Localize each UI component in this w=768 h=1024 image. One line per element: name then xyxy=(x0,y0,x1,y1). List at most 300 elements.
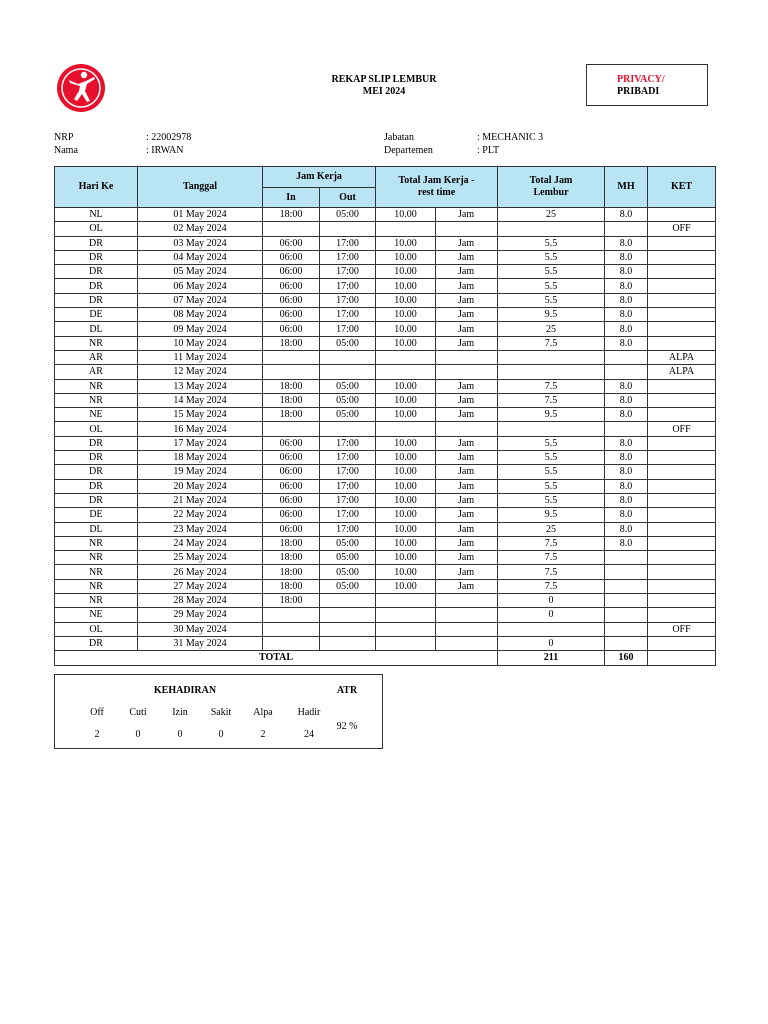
table-row xyxy=(55,308,716,322)
cell-out: 17:00 xyxy=(320,479,376,493)
table-row xyxy=(55,508,716,522)
cell-total-jam-kerja: 10.00 xyxy=(376,579,436,593)
cell-out: 05:00 xyxy=(320,393,376,407)
cell-tanggal: 14 May 2024 xyxy=(138,393,263,407)
cell-ket xyxy=(648,408,716,422)
cell-ket: OFF xyxy=(648,622,716,636)
cell-mh: 8.0 xyxy=(605,436,648,450)
cell-mh: 8.0 xyxy=(605,250,648,264)
cell-ket xyxy=(648,322,716,336)
cell-mh: 8.0 xyxy=(605,522,648,536)
cell-out: 05:00 xyxy=(320,551,376,565)
cell-hari-ke: OL xyxy=(55,222,138,236)
cell-total-jam-kerja: 10.00 xyxy=(376,551,436,565)
cell-in: 06:00 xyxy=(263,293,320,307)
header-out: Out xyxy=(320,188,376,208)
cell-total-jam-kerja: 10.00 xyxy=(376,250,436,264)
cell-total-jam-lembur xyxy=(498,365,605,379)
cell-total-jam-lembur: 5.5 xyxy=(498,250,605,264)
table-row xyxy=(55,293,716,307)
cell-total-jam-kerja xyxy=(376,350,436,364)
cell-total-jam-kerja xyxy=(376,594,436,608)
cell-tanggal: 07 May 2024 xyxy=(138,293,263,307)
cell-total-jam-lembur: 5.5 xyxy=(498,265,605,279)
table-row xyxy=(55,579,716,593)
kehadiran-col-label: Izin xyxy=(172,707,188,718)
cell-tanggal: 29 May 2024 xyxy=(138,608,263,622)
cell-ket xyxy=(648,536,716,550)
cell-jam-unit: Jam xyxy=(436,408,498,422)
cell-mh xyxy=(605,622,648,636)
cell-mh xyxy=(605,565,648,579)
cell-total-jam-kerja: 10.00 xyxy=(376,465,436,479)
cell-in: 18:00 xyxy=(263,579,320,593)
cell-ket: ALPA xyxy=(648,365,716,379)
cell-jam-unit: Jam xyxy=(436,250,498,264)
cell-jam-unit xyxy=(436,350,498,364)
cell-hari-ke: NR xyxy=(55,536,138,550)
table-row xyxy=(55,279,716,293)
cell-ket xyxy=(648,508,716,522)
kehadiran-col-value: 0 xyxy=(177,729,183,740)
cell-total-jam-lembur: 7.5 xyxy=(498,565,605,579)
cell-total-jam-lembur: 7.5 xyxy=(498,579,605,593)
table-row xyxy=(55,365,716,379)
cell-total-jam-lembur: 0 xyxy=(498,636,605,650)
cell-hari-ke: OL xyxy=(55,622,138,636)
cell-total-jam-lembur: 5.5 xyxy=(498,293,605,307)
cell-tanggal: 12 May 2024 xyxy=(138,365,263,379)
cell-out xyxy=(320,350,376,364)
cell-total-jam-lembur xyxy=(498,222,605,236)
cell-jam-unit: Jam xyxy=(436,436,498,450)
cell-tanggal: 31 May 2024 xyxy=(138,636,263,650)
cell-jam-unit xyxy=(436,622,498,636)
cell-tanggal: 25 May 2024 xyxy=(138,551,263,565)
cell-in: 18:00 xyxy=(263,408,320,422)
cell-total-jam-kerja xyxy=(376,422,436,436)
cell-hari-ke: AR xyxy=(55,365,138,379)
cell-total-jam-kerja: 10.00 xyxy=(376,308,436,322)
header-total-jam-lembur: Total Jam Lembur xyxy=(498,167,605,208)
nama-label: Nama xyxy=(54,145,78,156)
title-line-1: REKAP SLIP LEMBUR xyxy=(331,74,437,85)
cell-tanggal: 21 May 2024 xyxy=(138,493,263,507)
cell-hari-ke: DL xyxy=(55,322,138,336)
header-in: In xyxy=(263,188,320,208)
title-line-2: MEI 2024 xyxy=(362,86,406,97)
kehadiran-col-label: Off xyxy=(90,707,104,718)
cell-out: 17:00 xyxy=(320,493,376,507)
cell-tanggal: 30 May 2024 xyxy=(138,622,263,636)
cell-hari-ke: DR xyxy=(55,465,138,479)
cell-jam-unit: Jam xyxy=(436,451,498,465)
cell-mh: 8.0 xyxy=(605,508,648,522)
cell-tanggal: 19 May 2024 xyxy=(138,465,263,479)
cell-total-jam-kerja: 10.00 xyxy=(376,293,436,307)
cell-in: 18:00 xyxy=(263,565,320,579)
cell-in: 06:00 xyxy=(263,451,320,465)
cell-total-jam-lembur xyxy=(498,422,605,436)
cell-total-jam-kerja: 10.00 xyxy=(376,408,436,422)
cell-ket xyxy=(648,522,716,536)
cell-tanggal: 16 May 2024 xyxy=(138,422,263,436)
cell-hari-ke: AR xyxy=(55,350,138,364)
cell-out: 17:00 xyxy=(320,293,376,307)
cell-hari-ke: DR xyxy=(55,236,138,250)
table-row xyxy=(55,350,716,364)
cell-mh xyxy=(605,579,648,593)
cell-in: 06:00 xyxy=(263,508,320,522)
cell-total-jam-kerja: 10.00 xyxy=(376,379,436,393)
cell-mh xyxy=(605,350,648,364)
cell-mh xyxy=(605,594,648,608)
cell-total-jam-kerja: 10.00 xyxy=(376,265,436,279)
cell-in: 06:00 xyxy=(263,465,320,479)
cell-in xyxy=(263,422,320,436)
cell-mh: 8.0 xyxy=(605,493,648,507)
cell-jam-unit: Jam xyxy=(436,208,498,222)
cell-out xyxy=(320,594,376,608)
privacy-box xyxy=(586,64,708,106)
total-row xyxy=(55,651,716,665)
cell-hari-ke: DR xyxy=(55,436,138,450)
cell-total-jam-lembur: 7.5 xyxy=(498,393,605,407)
cell-total-jam-lembur: 5.5 xyxy=(498,236,605,250)
cell-out: 17:00 xyxy=(320,465,376,479)
cell-mh: 8.0 xyxy=(605,322,648,336)
cell-out: 17:00 xyxy=(320,436,376,450)
cell-total-jam-lembur: 5.5 xyxy=(498,451,605,465)
cell-jam-unit xyxy=(436,365,498,379)
cell-jam-unit: Jam xyxy=(436,322,498,336)
cell-total-jam-lembur: 7.5 xyxy=(498,379,605,393)
cell-hari-ke: DE xyxy=(55,508,138,522)
header-total-jam-kerja: Total Jam Kerja - rest time xyxy=(376,167,498,208)
cell-total-jam-lembur: 25 xyxy=(498,522,605,536)
cell-total-jam-lembur: 7.5 xyxy=(498,551,605,565)
cell-hari-ke: NE xyxy=(55,608,138,622)
cell-in: 18:00 xyxy=(263,536,320,550)
cell-in xyxy=(263,636,320,650)
header-mh: MH xyxy=(605,167,648,208)
cell-total-jam-kerja: 10.00 xyxy=(376,508,436,522)
cell-hari-ke: NR xyxy=(55,594,138,608)
departemen-value: : PLT xyxy=(477,145,500,156)
cell-tanggal: 24 May 2024 xyxy=(138,536,263,550)
cell-hari-ke: DR xyxy=(55,636,138,650)
cell-total-jam-kerja: 10.00 xyxy=(376,236,436,250)
atr-value: 92 % xyxy=(336,721,358,732)
cell-total-jam-kerja xyxy=(376,608,436,622)
header-ket: KET xyxy=(648,167,716,208)
cell-out xyxy=(320,622,376,636)
cell-hari-ke: DR xyxy=(55,265,138,279)
table-row xyxy=(55,222,716,236)
cell-out: 17:00 xyxy=(320,236,376,250)
cell-hari-ke: DR xyxy=(55,493,138,507)
cell-tanggal: 22 May 2024 xyxy=(138,508,263,522)
cell-hari-ke: DR xyxy=(55,451,138,465)
table-row xyxy=(55,393,716,407)
cell-ket xyxy=(648,265,716,279)
kehadiran-title: KEHADIRAN xyxy=(153,685,217,696)
cell-hari-ke: NR xyxy=(55,393,138,407)
cell-total-jam-kerja xyxy=(376,365,436,379)
cell-out: 17:00 xyxy=(320,279,376,293)
cell-hari-ke: NE xyxy=(55,408,138,422)
cell-ket xyxy=(648,279,716,293)
cell-tanggal: 17 May 2024 xyxy=(138,436,263,450)
cell-tanggal: 04 May 2024 xyxy=(138,250,263,264)
cell-tanggal: 03 May 2024 xyxy=(138,236,263,250)
cell-jam-unit: Jam xyxy=(436,236,498,250)
cell-tanggal: 11 May 2024 xyxy=(138,350,263,364)
cell-mh xyxy=(605,222,648,236)
cell-ket xyxy=(648,551,716,565)
cell-tanggal: 01 May 2024 xyxy=(138,208,263,222)
cell-total-jam-kerja xyxy=(376,622,436,636)
table-row xyxy=(55,536,716,550)
cell-tanggal: 08 May 2024 xyxy=(138,308,263,322)
cell-total-jam-lembur: 5.5 xyxy=(498,279,605,293)
cell-jam-unit xyxy=(436,422,498,436)
cell-tanggal: 27 May 2024 xyxy=(138,579,263,593)
cell-in xyxy=(263,622,320,636)
cell-mh xyxy=(605,365,648,379)
cell-hari-ke: NR xyxy=(55,579,138,593)
cell-out xyxy=(320,422,376,436)
cell-out: 17:00 xyxy=(320,451,376,465)
cell-in: 18:00 xyxy=(263,208,320,222)
table-row xyxy=(55,636,716,650)
cell-in xyxy=(263,608,320,622)
cell-out: 05:00 xyxy=(320,208,376,222)
cell-out: 05:00 xyxy=(320,379,376,393)
cell-ket xyxy=(648,594,716,608)
cell-total-jam-lembur: 9.5 xyxy=(498,408,605,422)
cell-jam-unit: Jam xyxy=(436,393,498,407)
cell-ket xyxy=(648,393,716,407)
cell-jam-unit: Jam xyxy=(436,536,498,550)
table-body xyxy=(55,208,716,651)
cell-total-jam-kerja xyxy=(376,636,436,650)
table-row xyxy=(55,451,716,465)
kehadiran-col-value: 0 xyxy=(135,729,141,740)
cell-total-jam-lembur xyxy=(498,350,605,364)
cell-hari-ke: NR xyxy=(55,336,138,350)
cell-total-jam-lembur xyxy=(498,622,605,636)
cell-in: 18:00 xyxy=(263,551,320,565)
total-label: TOTAL xyxy=(55,651,498,665)
kehadiran-col-value: 0 xyxy=(218,729,224,740)
cell-mh: 8.0 xyxy=(605,336,648,350)
table-row xyxy=(55,336,716,350)
cell-mh xyxy=(605,422,648,436)
cell-hari-ke: DR xyxy=(55,250,138,264)
table-row xyxy=(55,551,716,565)
cell-total-jam-lembur: 7.5 xyxy=(498,336,605,350)
cell-in: 06:00 xyxy=(263,236,320,250)
cell-out xyxy=(320,636,376,650)
cell-ket xyxy=(648,436,716,450)
cell-in: 06:00 xyxy=(263,479,320,493)
jabatan-label: Jabatan xyxy=(384,132,414,143)
total-mh-value: 160 xyxy=(605,651,648,665)
cell-total-jam-lembur: 25 xyxy=(498,322,605,336)
cell-total-jam-kerja: 10.00 xyxy=(376,279,436,293)
cell-mh: 8.0 xyxy=(605,393,648,407)
table-row xyxy=(55,436,716,450)
total-lembur-value: 211 xyxy=(498,651,605,665)
cell-total-jam-lembur: 5.5 xyxy=(498,493,605,507)
cell-jam-unit: Jam xyxy=(436,522,498,536)
cell-hari-ke: DE xyxy=(55,308,138,322)
overtime-table xyxy=(54,166,716,666)
cell-in: 18:00 xyxy=(263,393,320,407)
atr-label: ATR xyxy=(336,685,358,696)
cell-jam-unit: Jam xyxy=(436,379,498,393)
cell-total-jam-lembur: 5.5 xyxy=(498,465,605,479)
cell-total-jam-kerja: 10.00 xyxy=(376,451,436,465)
cell-total-jam-kerja: 10.00 xyxy=(376,436,436,450)
cell-ket: ALPA xyxy=(648,350,716,364)
table-row xyxy=(55,236,716,250)
cell-ket xyxy=(648,636,716,650)
cell-hari-ke: DR xyxy=(55,279,138,293)
table-row xyxy=(55,208,716,222)
cell-out: 17:00 xyxy=(320,308,376,322)
cell-jam-unit: Jam xyxy=(436,493,498,507)
cell-jam-unit: Jam xyxy=(436,465,498,479)
cell-out xyxy=(320,608,376,622)
cell-total-jam-lembur: 7.5 xyxy=(498,536,605,550)
cell-total-jam-lembur: 5.5 xyxy=(498,436,605,450)
cell-jam-unit: Jam xyxy=(436,479,498,493)
cell-out: 17:00 xyxy=(320,322,376,336)
header-hari-ke: Hari Ke xyxy=(55,167,138,208)
cell-out: 05:00 xyxy=(320,336,376,350)
cell-ket: OFF xyxy=(648,422,716,436)
cell-jam-unit: Jam xyxy=(436,293,498,307)
cell-mh: 8.0 xyxy=(605,308,648,322)
cell-jam-unit: Jam xyxy=(436,508,498,522)
table-row xyxy=(55,608,716,622)
cell-total-jam-kerja: 10.00 xyxy=(376,493,436,507)
cell-mh: 8.0 xyxy=(605,236,648,250)
cell-in: 18:00 xyxy=(263,336,320,350)
cell-hari-ke: NR xyxy=(55,379,138,393)
cell-tanggal: 20 May 2024 xyxy=(138,479,263,493)
cell-total-jam-kerja: 10.00 xyxy=(376,393,436,407)
cell-hari-ke: DL xyxy=(55,522,138,536)
cell-in: 18:00 xyxy=(263,594,320,608)
cell-in: 06:00 xyxy=(263,493,320,507)
cell-in: 06:00 xyxy=(263,436,320,450)
cell-in: 06:00 xyxy=(263,322,320,336)
jabatan-value: : MECHANIC 3 xyxy=(477,132,544,143)
cell-jam-unit: Jam xyxy=(436,579,498,593)
cell-total-jam-lembur: 9.5 xyxy=(498,308,605,322)
cell-mh xyxy=(605,608,648,622)
cell-in: 18:00 xyxy=(263,379,320,393)
cell-in: 06:00 xyxy=(263,279,320,293)
cell-hari-ke: OL xyxy=(55,422,138,436)
cell-total-jam-lembur: 0 xyxy=(498,608,605,622)
cell-mh xyxy=(605,636,648,650)
cell-total-jam-lembur: 25 xyxy=(498,208,605,222)
cell-total-jam-kerja: 10.00 xyxy=(376,208,436,222)
table-row xyxy=(55,422,716,436)
kehadiran-col-label: Alpa xyxy=(253,707,273,718)
cell-tanggal: 06 May 2024 xyxy=(138,279,263,293)
total-ket-empty xyxy=(648,651,716,665)
cell-jam-unit xyxy=(436,222,498,236)
cell-in: 06:00 xyxy=(263,265,320,279)
cell-total-jam-kerja: 10.00 xyxy=(376,565,436,579)
table-row xyxy=(55,522,716,536)
company-logo-icon xyxy=(56,63,106,113)
cell-ket xyxy=(648,608,716,622)
cell-total-jam-kerja: 10.00 xyxy=(376,336,436,350)
cell-out: 05:00 xyxy=(320,565,376,579)
nrp-label: NRP xyxy=(54,132,74,143)
cell-tanggal: 23 May 2024 xyxy=(138,522,263,536)
cell-hari-ke: NL xyxy=(55,208,138,222)
cell-total-jam-kerja: 10.00 xyxy=(376,322,436,336)
cell-ket xyxy=(648,451,716,465)
cell-mh: 8.0 xyxy=(605,379,648,393)
cell-ket xyxy=(648,250,716,264)
cell-tanggal: 18 May 2024 xyxy=(138,451,263,465)
cell-total-jam-kerja xyxy=(376,222,436,236)
table-row xyxy=(55,493,716,507)
cell-ket xyxy=(648,493,716,507)
cell-ket xyxy=(648,565,716,579)
cell-hari-ke: DR xyxy=(55,293,138,307)
cell-ket xyxy=(648,579,716,593)
table-row xyxy=(55,408,716,422)
cell-out xyxy=(320,222,376,236)
cell-total-jam-kerja: 10.00 xyxy=(376,522,436,536)
kehadiran-col-value: 2 xyxy=(260,729,266,740)
kehadiran-col-label: Hadir xyxy=(297,707,321,718)
cell-mh: 8.0 xyxy=(605,265,648,279)
cell-hari-ke: NR xyxy=(55,565,138,579)
employee-info xyxy=(54,131,654,161)
cell-tanggal: 26 May 2024 xyxy=(138,565,263,579)
cell-in xyxy=(263,350,320,364)
table-row xyxy=(55,465,716,479)
cell-out: 05:00 xyxy=(320,536,376,550)
pribadi-label: PRIBADI xyxy=(617,86,660,97)
cell-in xyxy=(263,365,320,379)
header-jam-kerja: Jam Kerja xyxy=(263,167,376,188)
table-row xyxy=(55,250,716,264)
cell-tanggal: 05 May 2024 xyxy=(138,265,263,279)
nrp-value: : 22002978 xyxy=(146,132,192,143)
cell-tanggal: 28 May 2024 xyxy=(138,594,263,608)
table-row xyxy=(55,379,716,393)
nama-value: : IRWAN xyxy=(146,145,184,156)
cell-tanggal: 02 May 2024 xyxy=(138,222,263,236)
table-row xyxy=(55,565,716,579)
cell-in xyxy=(263,222,320,236)
cell-jam-unit: Jam xyxy=(436,565,498,579)
cell-tanggal: 15 May 2024 xyxy=(138,408,263,422)
cell-mh: 8.0 xyxy=(605,451,648,465)
cell-ket: OFF xyxy=(648,222,716,236)
